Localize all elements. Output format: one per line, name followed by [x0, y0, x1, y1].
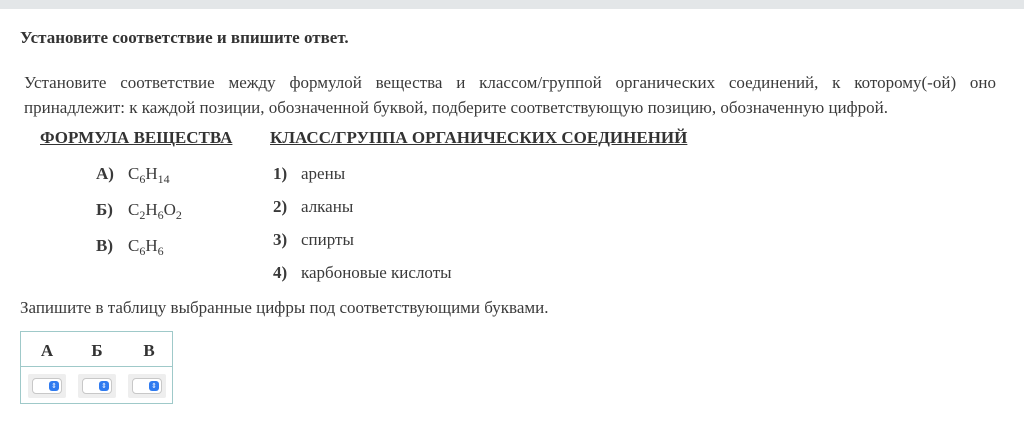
class-number: 1): [273, 164, 288, 183]
answer-header-b: Б: [91, 341, 103, 360]
class-number: 2): [273, 197, 288, 216]
class-row-4: [273, 263, 452, 283]
formula-row-a: [96, 164, 170, 184]
task-title: Установите соответствие и впишите ответ.: [20, 28, 349, 47]
formula-letter: А): [96, 164, 114, 183]
answer-select-a[interactable]: [32, 378, 62, 394]
instruction-text: Запишите в таблицу выбранные цифры под соответствующими буквами.: [20, 298, 549, 317]
chevron-up-down-icon: ⇕: [49, 381, 59, 391]
answer-table-header: [21, 332, 172, 367]
answer-cell-b: [78, 374, 116, 398]
formula-text: $C_2H_6O_2$: [128, 200, 182, 222]
class-number: 4): [273, 263, 288, 282]
answer-cell-a: [28, 374, 66, 398]
formula-row-v: [96, 236, 164, 256]
class-label: алканы: [301, 197, 354, 216]
class-row-3: [273, 230, 354, 250]
class-number: 3): [273, 230, 288, 249]
answer-header-v: В: [143, 341, 155, 360]
class-label: арены: [301, 164, 346, 183]
question-text: Установите соответствие между формулой вещества и классом/группой органических соединений, к которому(-ой) оно принадлежит: к каждой позиции, обозначенной буквой, подберите соответствующую позицию, обозначенную цифрой.: [24, 73, 996, 117]
formula-letter: В): [96, 236, 113, 255]
chevron-up-down-icon: ⇕: [99, 381, 109, 391]
answer-table: [20, 331, 173, 404]
class-row-2: [273, 197, 353, 217]
class-row-1: [273, 164, 345, 184]
answer-header-a: А: [40, 341, 54, 360]
class-column-header: КЛАСС/ГРУППА ОРГАНИЧЕСКИХ СОЕДИНЕНИЙ: [270, 128, 688, 147]
class-label: спирты: [301, 230, 354, 249]
formula-letter: Б): [96, 200, 113, 219]
chevron-up-down-icon: ⇕: [149, 381, 159, 391]
formula-text: $C_6H_6$: [128, 236, 164, 258]
answer-select-b[interactable]: [82, 378, 112, 394]
answer-cell-v: [128, 374, 166, 398]
formula-text: $C_6H_{14}$: [128, 164, 170, 186]
formula-row-b: [96, 200, 182, 220]
answer-select-v[interactable]: [132, 378, 162, 394]
formula-column-header: ФОРМУЛА ВЕЩЕСТВА: [40, 128, 233, 147]
top-bar: [0, 0, 1024, 9]
class-label: карбоновые кислоты: [301, 263, 452, 282]
